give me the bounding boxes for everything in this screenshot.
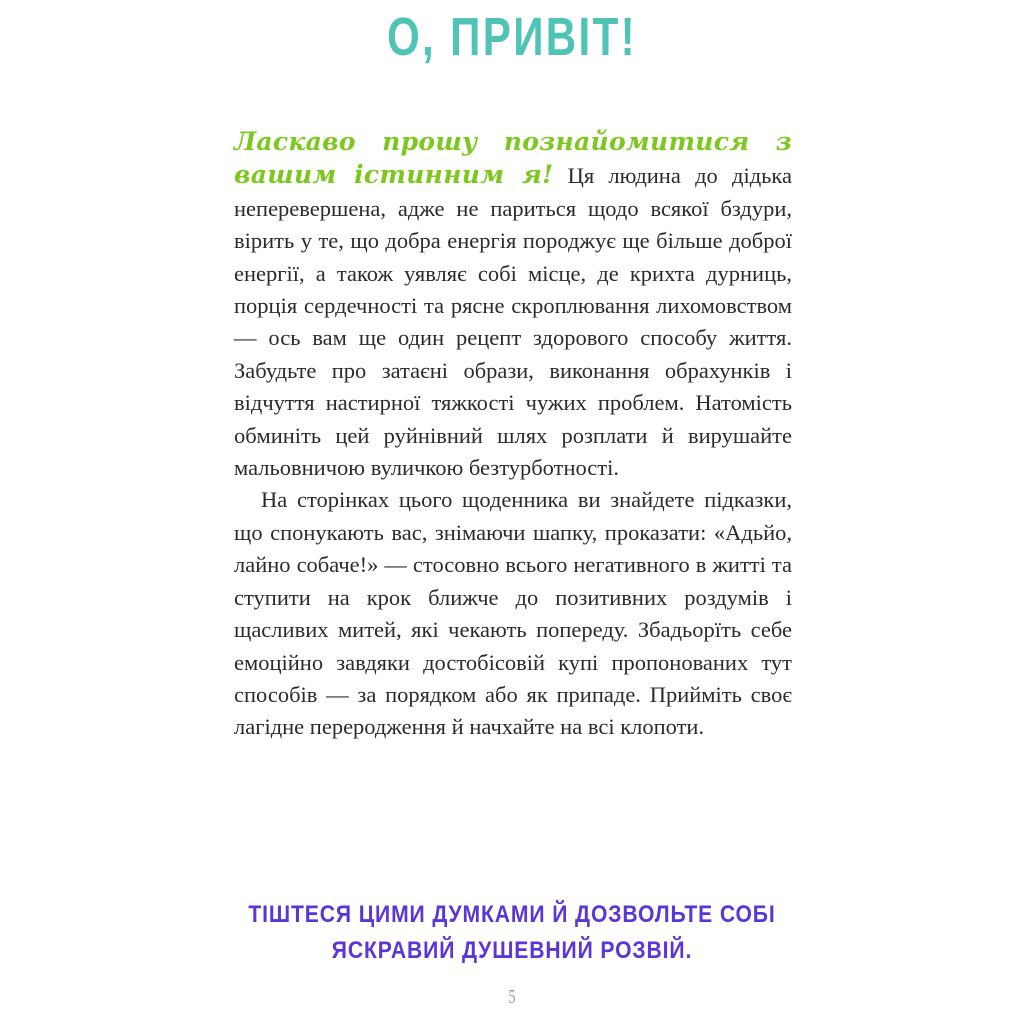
closing-note-line-2: ЯСКРАВИЙ ДУШЕВНИЙ РОЗВІЙ.: [331, 937, 693, 964]
paragraph-intro-text: Ця людина до дідька неперевершена, адже не париться щодо всякої бздури, вірить у те, що добра енергія породжує ще більше доброї енергії, а також уявляє собі місце, де крихта дурниць, порція сердечності та рясне скроплювання лихомовством — ось вам ще один рецепт здорового способу життя. Забудьте про затаєні образи, виконання обрахунків і відчуття настирної тяжкості чужих проблем. Натомість обминіть цей руйнівний шлях розплати й вирушайте мальовничою вуличкою безтурботності.: [234, 163, 792, 481]
page-number: 5: [508, 986, 516, 1008]
paragraph-second: На сторінках цього щоденника ви знайдете підказки, що спонукають вас, знімаючи шапку, проказати: «Адьйо, лайно собаче!» — стосовно всього негативного в житті та ступити на крок ближче до позитивних роздумів і щасливих митей, які чекають попереду. Збадьорїть себе емоційно завдяки достобісовій купі пропонованих тут способів — за порядком або як припаде. Прийміть своє лагідне переродження й начхайте на всі клопоти.: [234, 487, 792, 740]
closing-note-line-1: ТІШТЕСЯ ЦИМИ ДУМКАМИ Й ДОЗВОЛЬТЕ СОБІ: [248, 901, 776, 928]
lead-phrase: Ласкаво прошу познайомитися з вашим істинним я!: [234, 127, 792, 190]
page-title: О, ПРИВІТ!: [386, 7, 638, 67]
paragraph-intro: [234, 126, 792, 484]
body-text: [234, 126, 792, 744]
closing-note: [61, 897, 962, 969]
